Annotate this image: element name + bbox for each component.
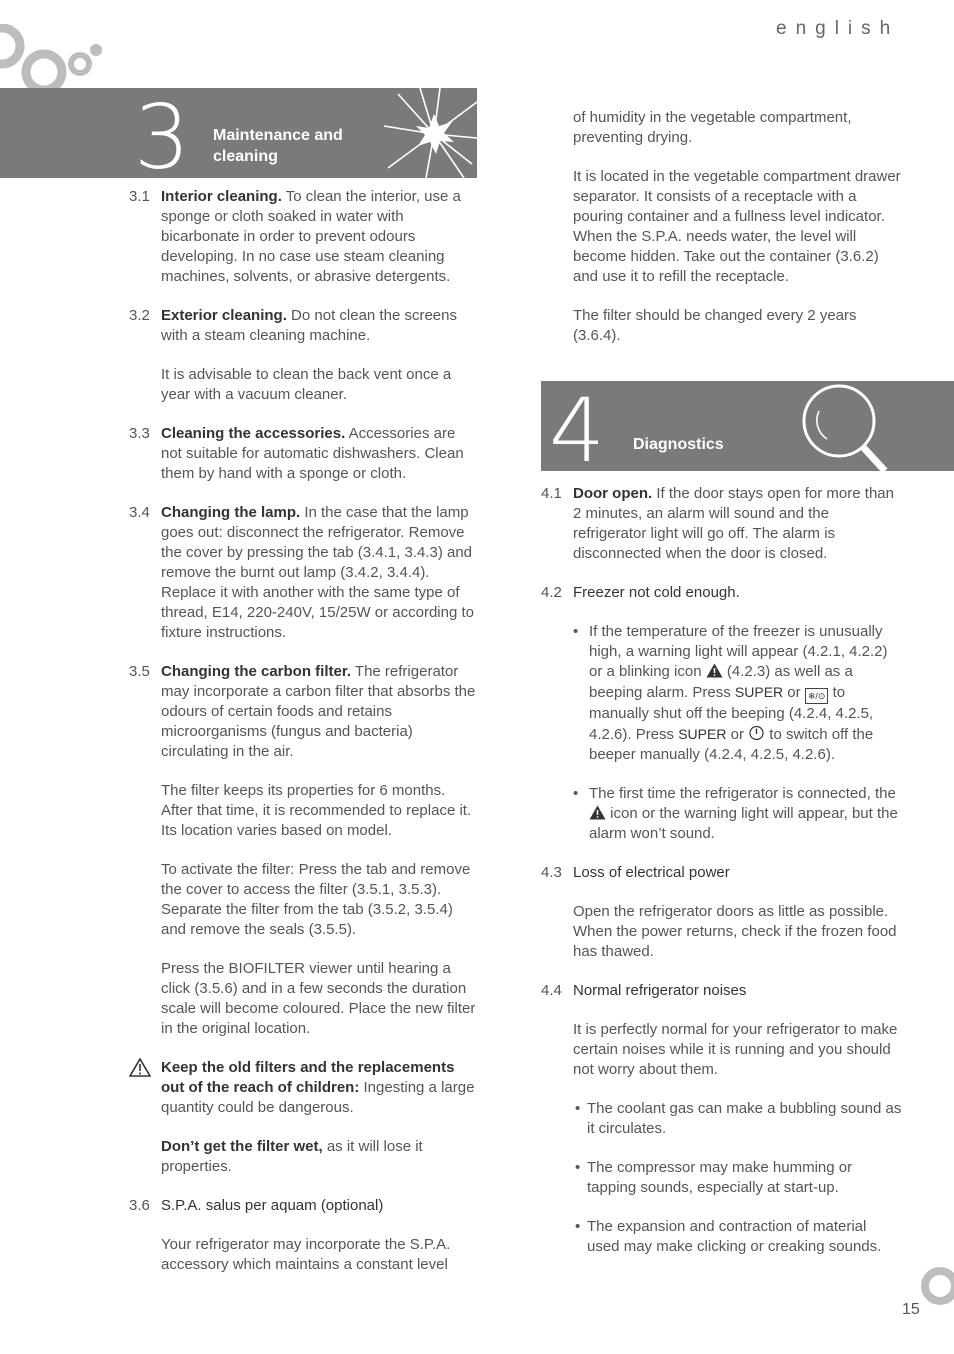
list-item: • If the temperature of the freezer is unusually high, a warning light will appear (4.2.1, 4.2.2) or a blinking icon (4.2.3) as well as a beeping alarm. Press SUPER or ❄/⊙ to manually shut off the beeping (4.2.4, 4.2.5, 4.2.6). Press SUPER or to switch off the beeper manually (4.2.4, 4.2.5, 4.2.6).: [573, 623, 888, 763]
power-icon: [748, 725, 765, 741]
warning-triangle-icon: [706, 663, 723, 678]
warning-block: Keep the old filters and the replacements out of the reach of children: Ingesting a large quantity could be dangerous. Don’t get the filter wet, as it will lose it properties.: [129, 1058, 479, 1177]
chapter-number: 4: [549, 381, 605, 471]
section-3-4: 3.4 Changing the lamp. In the case that the lamp goes out: disconnect the refrigerator. Remove the cover by pressing the tab (3.4.1, 3.4.3) and remove the burnt out lamp (3.4.2, 3.4.4). Replace it with another with the same type of thread, E14, 220-240V, 15/25W or according to fixture instructions.: [129, 504, 474, 641]
section-3-5: 3.5 Changing the carbon filter. The refrigerator may incorporate a carbon filter that absorbs the odours of certain foods and retains microorganisms (fungus and bacteria) circulating in the air. The filter keeps its properties for 6 months. After that time, it is recommended to replace it. Its location varies based on model. To activate the filter: Press the tab and remove the cover to access the filter (3.5.1, 3.5.3). Separate the filter from the tab (3.5.2, 3.5.4) and remove the seals (3.5.5). Press the BIOFILTER viewer until hearing a click (3.5.6) and in a few seconds the duration scale will become coloured. Place the new filter in the original location.: [129, 663, 476, 1037]
chapter-3-banner: [0, 88, 477, 178]
section-3-2: 3.2 Exterior cleaning. Do not clean the screens with a steam cleaning machine. It is advisable to clean the back vent once a year with a vacuum cleaner.: [129, 307, 457, 403]
right-column-top: of humidity in the vegetable compartment, preventing drying. It is located in the vegetable compartment drawer separator. It consists of a receptacle with a pouring container and a fullness level indicator. When the S.P.A. needs water, the level will become hidden. Take out the container (3.6.2) and use it to refill the receptacle. The filter should be changed every 2 years (3.6.4).: [573, 109, 901, 344]
freezer-key-icon: ❄/⊙: [805, 688, 829, 704]
section-4-3: 4.3 Loss of electrical power Open the refrigerator doors as little as possible. When the power returns, check if the frozen food has thawed.: [541, 864, 897, 960]
page-number: 15: [902, 1301, 920, 1318]
section-3-6: 3.6 S.P.A. salus per aquam (optional) Your refrigerator may incorporate the S.P.A. accessory which maintains a constant level: [129, 1197, 451, 1273]
chapter-number: 3: [134, 88, 190, 178]
section-4-2: 4.2 Freezer not cold enough. • If the temperature of the freezer is unusually high, a warning light will appear (4.2.1, 4.2.2) or a blinking icon (4.2.3) as well as a beeping alarm. Press SUPER or ❄/⊙ to manually shut off the beeping (4.2.4, 4.2.5, 4.2.6). Press SUPER or to switch off the beeper manually (4.2.4, 4.2.5, 4.2.6). • The first time the refrigerator is connected, the icon or the warning light will appear, but the alarm won’t sound.: [541, 583, 903, 844]
section-3-1: 3.1 Interior cleaning. To clean the interior, use a sponge or cloth soaked in water with bicarbonate in order to prevent odours developing. In no case use steam cleaning machines, solvents, or abrasive detergents.: [129, 188, 461, 285]
list-item: • The expansion and contraction of material used may make clicking or creaking sounds.: [575, 1218, 882, 1255]
circles-decoration-icon: [0, 24, 110, 90]
section-4-1: 4.1 Door open. If the door stays open for more than 2 minutes, an alarm will sound and the refrigerator light will go off. The alarm is disconnected when the door is closed.: [541, 485, 894, 562]
magnifier-icon: [797, 381, 897, 471]
warning-triangle-icon: [129, 1058, 151, 1077]
chapter-title: Diagnostics: [633, 436, 724, 453]
section-3-3: 3.3 Cleaning the accessories. Accessories are not suitable for automatic dishwashers. Clean them by hand with a sponge or cloth.: [129, 425, 464, 482]
right-column-bottom: [541, 484, 903, 1257]
warning-triangle-icon: [589, 805, 606, 820]
left-column: [129, 187, 479, 1275]
language-label: english: [776, 18, 900, 39]
circle-decoration-icon: [918, 1264, 954, 1308]
list-item: • The first time the refrigerator is connected, the icon or the warning light will appear, but the alarm won’t sound.: [573, 785, 898, 842]
section-4-4: 4.4 Normal refrigerator noises It is perfectly normal for your refrigerator to make certain noises while it is running and you should not worry about them. • The coolant gas can make a bubbling sound as it circulates. • The compressor may make humming or tapping sounds, especially at start-up. • The expansion and contraction of material used may make clicking or creaking sounds.: [541, 982, 902, 1255]
chapter-4-banner: [541, 381, 954, 471]
list-item: • The compressor may make humming or tapping sounds, especially at start-up.: [575, 1159, 853, 1196]
starburst-icon: [384, 88, 477, 178]
list-item: • The coolant gas can make a bubbling sound as it circulates.: [575, 1100, 902, 1137]
chapter-title: Maintenance and cleaning: [213, 127, 343, 165]
